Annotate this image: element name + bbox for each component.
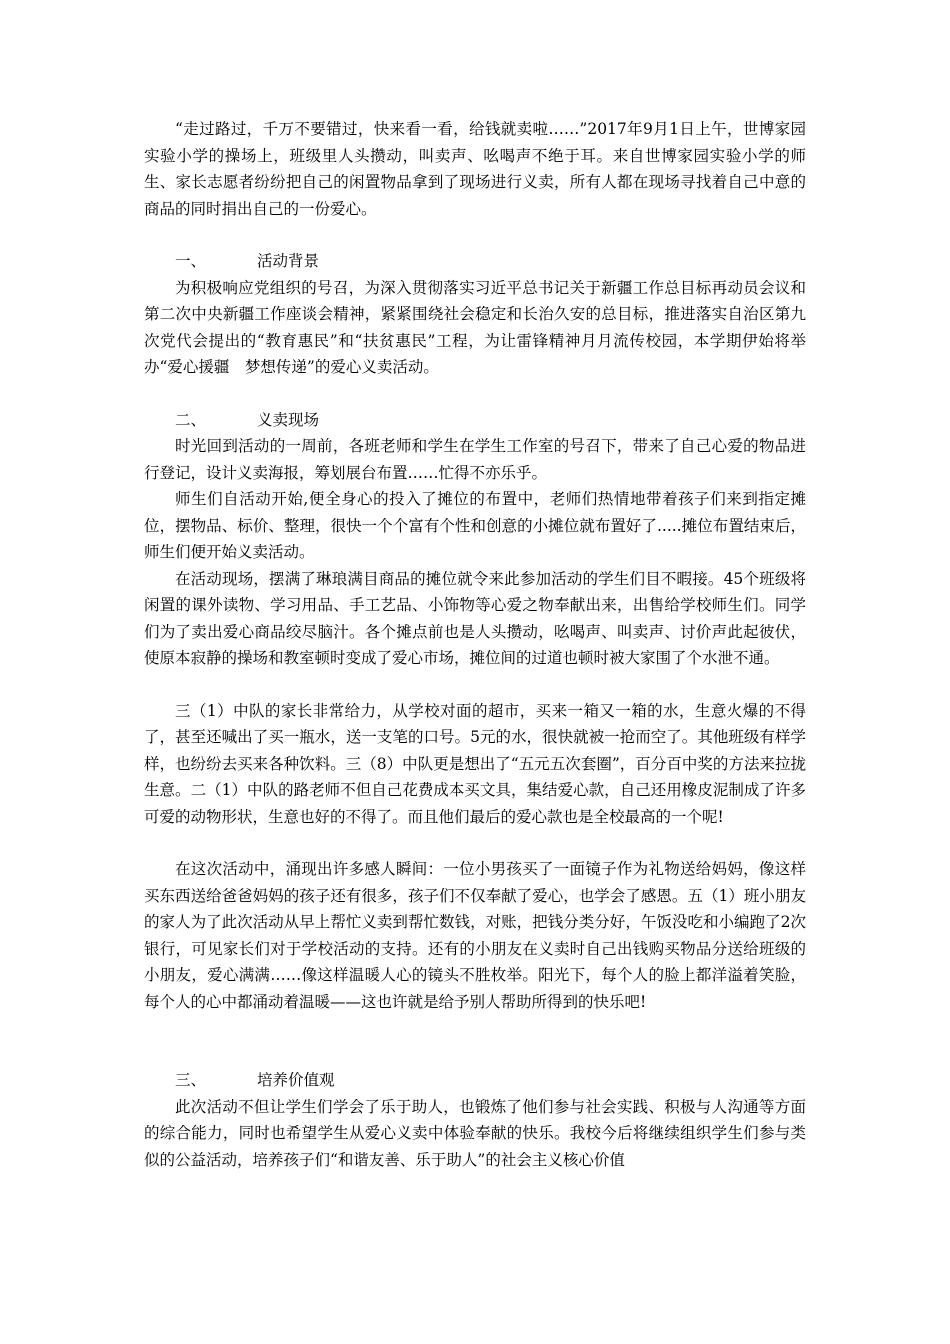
intro-paragraph: “走过路过，千万不要错过，快来看一看，给钱就卖啦……”2017年9月1日上午，世博家园实验小学的操场上，班级里人头攒动，叫卖声、吆喝声不绝于耳。来自世博家园实验小学的师生、家长志愿者纷纷把自己的闲置物品拿到了现场进行义卖，所有人都在现场寻找着自己中意的商品的同时捐出自己的一份爱心。 bbox=[144, 120, 806, 218]
section-heading-background bbox=[144, 248, 806, 275]
section-title: 活动背景 bbox=[257, 252, 320, 270]
body-paragraph: 师生们自活动开始,便全身心的投入了摊位的布置中，老师们热情地带着孩子们来到指定摊位，摆物品、标价、整理，很快一个个富有个性和创意的小摊位就布置好了.....摊位布置结束后，师生们便开始义卖活动。 bbox=[144, 490, 806, 561]
section-heading-values bbox=[144, 1067, 806, 1094]
section-heading-scene bbox=[144, 407, 806, 434]
body-paragraph: 在活动现场，摆满了琳琅满目商品的摊位就令来此参加活动的学生们目不暇接。45个班级将闲置的课外读物、学习用品、手工艺品、小饰物等心爱之物奉献出来，出售给学校师生们。同学们为了卖出爱心商品绞尽脑汁。各个摊点前也是人头攒动，吆喝声、叫卖声、讨价声此起彼伏，使原本寂静的操场和教室顿时变成了爱心市场，摊位间的过道也顿时被大家围了个水泄不通。 bbox=[144, 569, 806, 667]
body-paragraph: 此次活动不但让学生们学会了乐于助人，也锻炼了他们参与社会实践、积极与人沟通等方面的综合能力，同时也希望学生从爱心义卖中体验奉献的快乐。我校今后将继续组织学生们参与类似的公益活动，培养孩子们“和谐友善、乐于助人”的社会主义核心价值 bbox=[144, 1097, 806, 1169]
spacer bbox=[144, 1015, 806, 1067]
body-paragraph: 为积极响应党组织的号召，为深入贯彻落实习近平总书记关于新疆工作总目标再动员会议和第二次中央新疆工作座谈会精神，紧紧围绕社会稳定和长治久安的总目标，推进落实自治区第九次党代会提出的“教育惠民”和“扶贫惠民”工程，为让雷锋精神月月流传校园，本学期伊始将举办“爱心援疆 梦想传递”的爱心义卖活动。 bbox=[144, 278, 806, 376]
body-paragraph: 在这次活动中，涌现出许多感人瞬间：一位小男孩买了一面镜子作为礼物送给妈妈，像这样买东西送给爸爸妈妈的孩子还有很多，孩子们不仅奉献了爱心，也学会了感恩。五（1）班小朋友的家人为了此次活动从早上帮忙义卖到帮忙数钱，对账，把钱分类分好，午饭没吃和小编跑了2次银行，可见家长们对于学校活动的支持。还有的小朋友在义卖时自己出钱购买物品分送给班级的小朋友，爱心满满……像这样温暖人心的镜头不胜枚举。阳光下，每个人的脸上都洋溢着笑脸，每个人的心中都涌动着温暖——这也许就是给予别人帮助所得到的快乐吧! bbox=[144, 860, 806, 1011]
section-number: 一、 bbox=[175, 252, 207, 270]
section-title: 义卖现场 bbox=[257, 410, 320, 429]
document-page bbox=[144, 116, 806, 1173]
spacer bbox=[144, 830, 806, 856]
spacer bbox=[144, 672, 806, 698]
spacer bbox=[144, 222, 806, 248]
section-number: 二、 bbox=[175, 410, 207, 429]
body-paragraph: 三（1）中队的家长非常给力，从学校对面的超市，买来一箱又一箱的水，生意火爆的不得了，甚至还喊出了买一瓶水，送一支笔的口号。5元的水，很快就被一抢而空了。其他班级有样学样，也纷纷去买来各种饮料。三（8）中队更是想出了“五元五次套圈”，百分百中奖的方法来拉拢生意。二（1）中队的路老师不但自己花费成本买文具，集结爱心款，自己还用橡皮泥制成了许多可爱的动物形状，生意也好的不得了。而且他们最后的爱心款也是全校最高的一个呢! bbox=[144, 701, 806, 826]
body-paragraph: 时光回到活动的一周前，各班老师和学生在学生工作室的号召下，带来了自己心爱的物品进行登记，设计义卖海报，筹划展台布置……忙得不亦乐乎。 bbox=[144, 437, 806, 482]
section-title: 培养价值观 bbox=[257, 1071, 335, 1089]
section-number: 三、 bbox=[175, 1071, 207, 1089]
spacer bbox=[144, 381, 806, 407]
